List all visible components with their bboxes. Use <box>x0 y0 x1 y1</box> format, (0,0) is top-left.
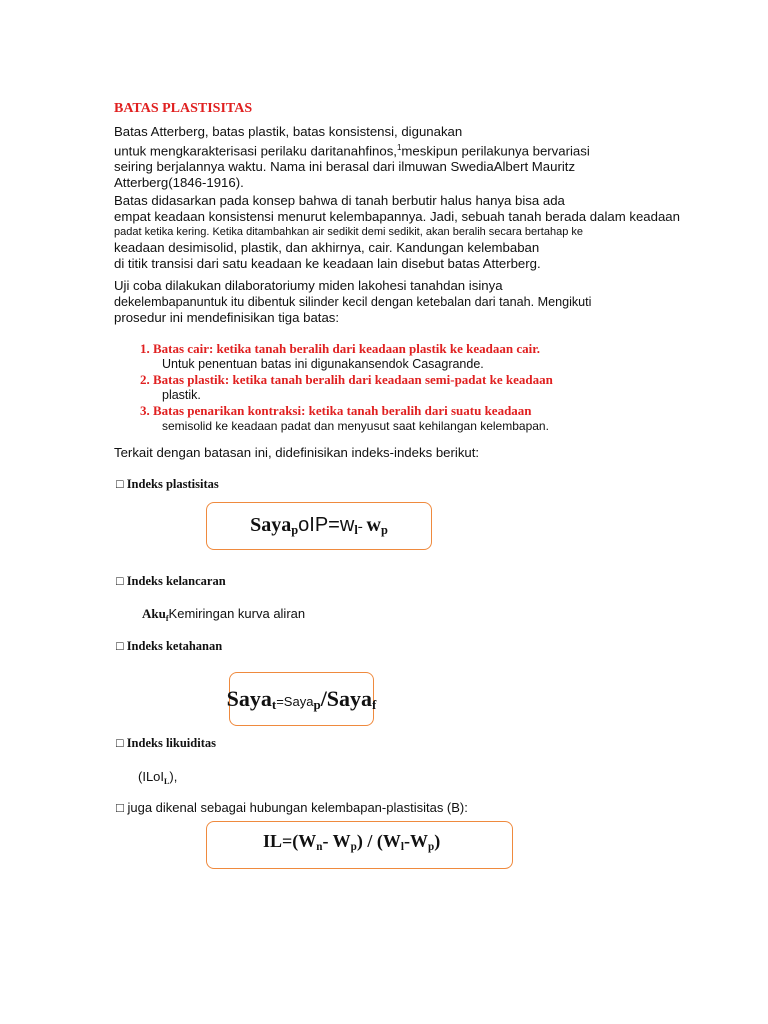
text-line: dekelembapanuntuk itu dibentuk silinder kecil dengan ketebalan dari tanah. Mengikuti <box>114 295 592 309</box>
formula-kelancaran: Aku$_f$Kemiringan kurva aliran <box>142 606 306 623</box>
list-item <box>140 341 553 372</box>
text-line: Uji coba dilakukan dilaboratoriumy miden lakohesi tanahdan isinya <box>114 278 503 293</box>
text-line: seiring berjalannya waktu. Nama ini berasal dari ilmuwan SwediaAlbert Mauritz <box>114 159 576 175</box>
text-line: Atterberg(1846-1916). <box>114 175 244 191</box>
checkbox-bullet-icon: □ <box>116 800 124 815</box>
text-line: empat keadaan konsistensi menurut kelembapannya. Jadi, sebuah tanah berada dalam keadaan <box>114 209 680 224</box>
indices-intro: Terkait dengan batasan ini, didefinisikan indeks-indeks berikut: <box>114 445 480 460</box>
juga-dikenal-line: □ juga dikenal sebagai hubungan kelembapan-plastisitas (B): <box>116 800 468 815</box>
formula-box-likuiditas <box>206 821 513 869</box>
formula-plastisitas: $Saya_poIP=w_l-$ $w_p$ <box>250 514 388 537</box>
checkbox-bullet-icon: □ <box>116 477 124 491</box>
formula-likuiditas: (ILoI$_L$), <box>138 769 178 786</box>
list-item-heading: 1. Batas cair: ketika tanah beralih dari keadaan plastik ke keadaan cair. <box>140 341 541 356</box>
text-line: keadaan desimisolid, plastik, dan akhirnya, cair. Kandungan kelembaban <box>114 240 540 255</box>
index-likuiditas-heading: □ Indeks likuiditas <box>116 736 216 750</box>
index-kelancaran-heading: □ Indeks kelancaran <box>116 574 226 588</box>
text-line: padat ketika kering. Ketika ditambahkan air sedikit demi sedikit, akan beralih secara bertahap ke <box>114 226 583 238</box>
formula-ketahanan: Saya$_t$=Saya$_p$/Saya$_f$ <box>226 685 377 712</box>
list-item-detail: Untuk penentuan batas ini digunakansendok Casagrande. <box>162 357 484 371</box>
paragraph-test <box>114 278 591 326</box>
paragraph-concept <box>114 193 680 272</box>
limits-list <box>140 341 553 434</box>
list-item-detail: semisolid ke keadaan padat dan menyusut saat kehilangan kelembapan. <box>162 419 549 433</box>
formula-il: $IL=(W_n-$ $W_p) / (W_l-W_p)$ <box>263 831 441 853</box>
text-line: di titik transisi dari satu keadaan ke keadaan lain disebut batas Atterberg. <box>114 256 541 271</box>
index-ketahanan-heading: □ Indeks ketahanan <box>116 639 223 653</box>
text-line: untuk mengkarakterisasi perilaku daritanahfinos,$^1$meskipun perilakunya bervariasi <box>114 143 590 159</box>
text-line: Batas didasarkan pada konsep bahwa di tanah berbutir halus hanya bisa ada <box>114 193 565 208</box>
list-item <box>140 403 553 434</box>
paragraph-intro <box>114 124 590 191</box>
list-item <box>140 372 553 403</box>
index-plastisitas-heading: □ Indeks plastisitas <box>116 477 219 491</box>
formula-box-plastisitas <box>206 502 432 550</box>
text-line: Batas Atterberg, batas plastik, batas konsistensi, digunakan <box>114 124 463 139</box>
list-item-heading: 2. Batas plastik: ketika tanah beralih dari keadaan semi-padat ke keadaan <box>140 372 553 387</box>
checkbox-bullet-icon: □ <box>116 736 124 750</box>
list-item-heading: 3. Batas penarikan kontraksi: ketika tanah beralih dari suatu keadaan <box>140 403 532 418</box>
list-item-detail: plastik. <box>162 388 201 402</box>
text-line: prosedur ini mendefinisikan tiga batas: <box>114 310 340 325</box>
formula-box-ketahanan <box>226 672 377 726</box>
page-title: BATAS PLASTISITAS <box>114 101 253 116</box>
checkbox-bullet-icon: □ <box>116 574 124 588</box>
footnote-marker: 1 <box>396 143 402 152</box>
checkbox-bullet-icon: □ <box>116 639 124 653</box>
